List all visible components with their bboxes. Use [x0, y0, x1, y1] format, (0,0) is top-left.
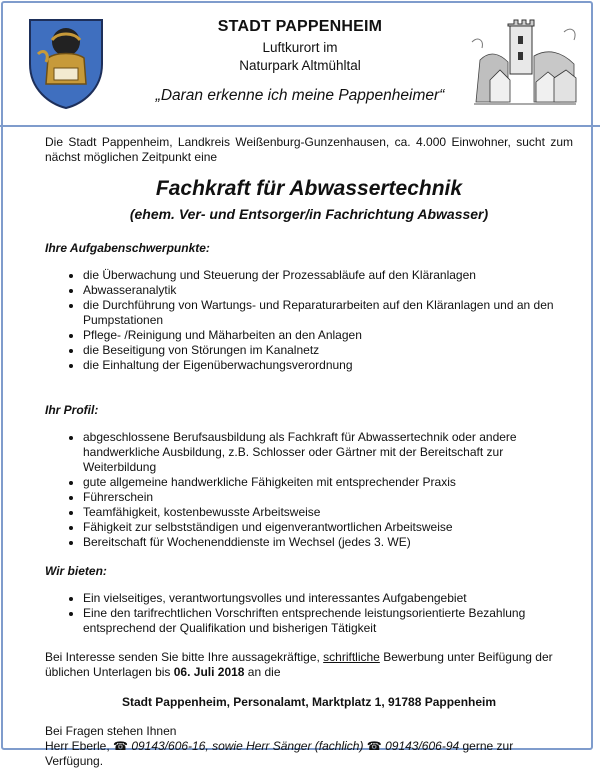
intro-text: Die Stadt Pappenheim, Landkreis Weißenburg-Gunzenhausen, ca. 4.000 Einwohner, sucht zum nächst möglichen Zeitpunkt eine [45, 135, 573, 164]
city-title: STADT PAPPENHEIM [217, 18, 383, 35]
list-item: • Bereitschaft für Wochenenddienste im Wechsel (jedes 3. WE) [83, 535, 573, 550]
contact2-phone: 09143/606-94 [385, 739, 460, 753]
list-item: • Teamfähigkeit, kostenbewusste Arbeitsweise [83, 505, 573, 520]
application-deadline: 06. Juli 2018 [173, 665, 245, 679]
contact-end: gerne zur Verfügung. [45, 739, 514, 768]
application-text [45, 650, 573, 680]
contact-line [45, 739, 573, 769]
city-subtitle-line2: Naturpark Altmühltal [239, 58, 361, 73]
list-item: • Abwasseranalytik [83, 283, 573, 298]
list-item: • die Beseitigung von Störungen im Kanalnetz [83, 343, 573, 358]
application-text-part: an die [244, 665, 281, 679]
contact2-name: , sowie Herr Sänger (fachlich) [205, 739, 367, 753]
offer-list [45, 591, 573, 636]
offer-heading: Wir bieten: [45, 564, 107, 578]
castle-illustration-icon [470, 12, 580, 112]
contact-block [45, 724, 573, 769]
application-underlined: schriftliche [323, 650, 380, 664]
list-item: • Eine den tarifrechtlichen Vorschriften entsprechende leistungsorientierte Bezahlung entsprechend der Qualifikation und bisherigen Tätigkeit [83, 606, 573, 636]
job-posting [45, 135, 573, 769]
list-item: • Führerschein [83, 490, 573, 505]
job-title: Fachkraft für Abwassertechnik [155, 177, 463, 200]
list-item: • die Überwachung und Steuerung der Prozessabläufe auf den Kläranlagen [83, 268, 573, 283]
list-item: • Fähigkeit zur selbstständigen und eigenverantwortlichen Arbeitsweise [83, 520, 573, 535]
slogan: „Daran erkenne ich meine Pappenheimer“ [155, 87, 445, 104]
phone-icon: ☎ [366, 739, 382, 753]
list-item: • die Einhaltung der Eigenüberwachungsverordnung [83, 358, 573, 373]
letterhead [0, 0, 600, 127]
list-item: • die Durchführung von Wartungs- und Reparaturarbeiten auf den Kläranlagen und an den Pumpstationen [83, 298, 573, 328]
city-subtitle-line1: Luftkurort im [262, 40, 338, 55]
postal-address: Stadt Pappenheim, Personalamt, Marktplatz 1, 91788 Pappenheim [121, 695, 497, 709]
tasks-heading: Ihre Aufgabenschwerpunkte: [45, 241, 210, 255]
contact-intro: Bei Fragen stehen Ihnen [45, 724, 177, 738]
list-item: • Ein vielseitiges, verantwortungsvolles und interessantes Aufgabengebiet [83, 591, 573, 606]
profile-list [45, 430, 573, 550]
contact1-phone: 09143/606-16 [131, 739, 206, 753]
profile-heading: Ihr Profil: [45, 403, 99, 417]
application-text-part: Bewerbung unter Beifügung der üblichen Unterlagen bis [45, 650, 553, 679]
list-item: • gute allgemeine handwerkliche Fähigkeiten mit entsprechender Praxis [83, 475, 573, 490]
contact1-name: Herr Eberle, [45, 739, 114, 753]
list-item: • Pflege- /Reinigung und Mäharbeiten an den Anlagen [83, 328, 573, 343]
tasks-list [45, 268, 573, 373]
job-subtitle: (ehem. Ver- und Entsorger/in Fachrichtung Abwasser) [129, 206, 489, 222]
list-item: • abgeschlossene Berufsausbildung als Fachkraft für Abwassertechnik oder andere handwerkliche Ausbildung, z.B. Schlosser oder Gärtner mit der Bereitschaft zur Weiterbildung [83, 430, 573, 475]
phone-icon: ☎ [113, 739, 128, 753]
application-text-part: Bei Interesse senden Sie bitte Ihre aussagekräftige, [45, 650, 324, 664]
